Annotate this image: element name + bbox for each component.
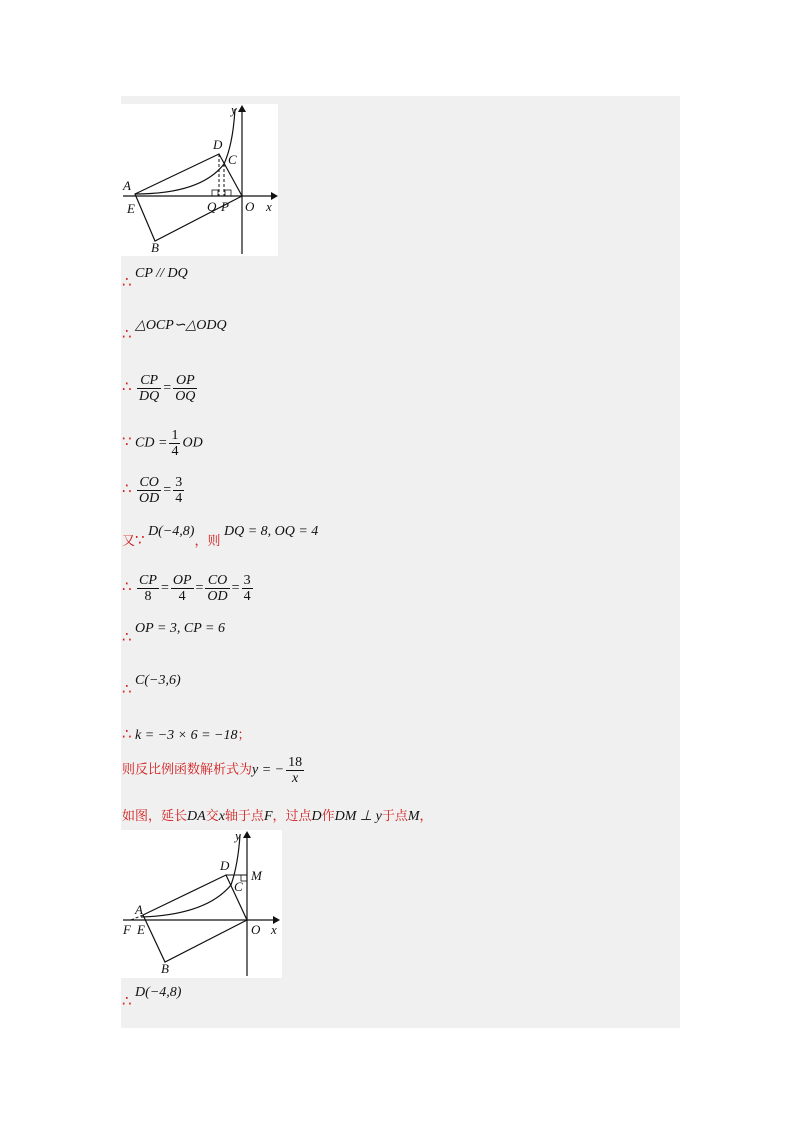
label-c: C [228, 152, 237, 167]
step-expression: CP // DQ [135, 266, 188, 281]
step-ratio-1 [122, 373, 199, 404]
label-p: P [221, 199, 229, 214]
label-c: C [234, 879, 243, 894]
label-q: Q [207, 199, 217, 214]
point-f: F [263, 809, 273, 824]
therefore-symbol: ∴ [122, 377, 132, 396]
numerator: 3 [243, 573, 251, 588]
therefore-symbol: ∴ [122, 628, 132, 646]
label-e: E [127, 201, 135, 216]
text-part: ， [419, 809, 433, 824]
fraction [173, 373, 197, 404]
therefore-symbol: ∴ [122, 992, 132, 1010]
therefore-symbol: ∴ [122, 680, 132, 698]
text-part: 轴于点 [224, 809, 264, 824]
denominator: x [292, 771, 299, 786]
step-prefix: 又 [122, 534, 136, 549]
label-f: F [123, 922, 131, 937]
step-connector: ，则 [194, 534, 221, 549]
denominator: 4 [171, 444, 179, 459]
equals: = [195, 580, 204, 596]
label-a: A [123, 178, 131, 193]
y-axis-arrow [243, 831, 251, 838]
x-axis-arrow [271, 192, 278, 200]
fraction [137, 373, 161, 404]
therefore-symbol: ∴ [122, 273, 132, 291]
fraction [137, 475, 161, 506]
numerator: CP [139, 573, 157, 588]
step-cp-parallel-dq [122, 266, 188, 292]
step-op-cp-values [122, 621, 225, 647]
fraction [173, 475, 184, 506]
numerator: 18 [288, 755, 303, 770]
because-symbol: ∵ [122, 432, 132, 451]
because-symbol: ∵ [135, 531, 145, 549]
numerator: OP [172, 573, 192, 588]
denominator: 4 [178, 589, 186, 604]
var-x: x [218, 809, 225, 824]
numerator: CO [137, 475, 161, 491]
text-part: 如图，延长 [122, 809, 188, 824]
denominator: DQ [139, 389, 160, 404]
label-x: x [266, 199, 272, 214]
fraction [169, 428, 180, 459]
denominator: 4 [243, 589, 251, 604]
step-expression: C(−3,6) [135, 673, 181, 688]
figure-2 [121, 830, 282, 978]
numerator: CO [205, 573, 229, 589]
therefore-symbol: ∴ [122, 577, 132, 596]
label-m: M [251, 868, 262, 883]
fraction [286, 755, 304, 786]
equals: = [160, 580, 169, 596]
label-a: A [135, 902, 143, 917]
step-text: 则反比例函数解析式为 [122, 762, 253, 778]
dm-perpendicular: DM ⊥ y [334, 809, 382, 824]
segment-da: DA [187, 809, 206, 824]
label-b: B [151, 240, 159, 255]
step-point-c [122, 673, 181, 699]
step-function-expression [122, 755, 306, 786]
denominator: 4 [175, 491, 183, 506]
numerator: CP [137, 373, 161, 389]
step-point-d-final [122, 985, 182, 1011]
step-point-d-given [122, 524, 319, 550]
label-y: y [235, 830, 241, 843]
denominator: OD [139, 491, 160, 506]
text-part: 交 [205, 809, 219, 824]
label-o: O [251, 922, 261, 937]
step-expression: △OCP∽△ODQ [135, 318, 227, 333]
step-cd-relation [122, 428, 203, 459]
right-angle-q [212, 190, 218, 196]
figure-2-diagram [121, 830, 282, 978]
text-part: 于点 [381, 809, 408, 824]
label-b: B [161, 961, 169, 976]
label-e: E [137, 922, 145, 937]
denominator: 8 [144, 589, 152, 604]
y-axis-arrow [238, 105, 246, 112]
figure-1 [121, 104, 278, 256]
therefore-symbol: ∴ [122, 725, 132, 743]
point-m: M [407, 809, 420, 824]
step-expression: DQ = 8, OQ = 4 [223, 524, 319, 539]
step-co-od-ratio [122, 475, 186, 506]
equals: = [163, 482, 172, 498]
denominator: OQ [175, 389, 196, 404]
numerator: 3 [175, 475, 183, 490]
text-part: ，过点 [272, 809, 312, 824]
numerator: OP [173, 373, 197, 389]
step-lhs: y = − [252, 762, 285, 778]
fraction [171, 573, 194, 604]
rectangle-abod [143, 875, 247, 962]
label-d: D [220, 858, 230, 873]
fraction [205, 573, 229, 604]
step-end-punct: ； [237, 728, 251, 743]
label-o: O [245, 199, 255, 214]
step-rhs: OD [182, 435, 203, 451]
therefore-symbol: ∴ [122, 479, 132, 498]
right-angle-p [225, 190, 231, 196]
figure-1-diagram [121, 104, 278, 256]
rectangle-abod [135, 154, 242, 241]
point-d: D(−4,8) [148, 524, 195, 539]
step-construction [122, 805, 433, 825]
label-y: y [231, 104, 237, 117]
step-expression: D(−4,8) [135, 985, 182, 1000]
step-ratio-chain [122, 573, 255, 604]
step-expression: OP = 3, CP = 6 [135, 621, 225, 636]
equals: = [231, 580, 240, 596]
step-k-value [122, 724, 251, 744]
step-similar-triangles [122, 318, 227, 344]
point-d: D [311, 809, 322, 824]
fraction [137, 573, 159, 604]
numerator: 1 [171, 428, 179, 443]
fraction [242, 573, 253, 604]
therefore-symbol: ∴ [122, 325, 132, 343]
text-part: 作 [321, 809, 335, 824]
label-d: D [213, 137, 223, 152]
label-x: x [271, 922, 277, 937]
step-expression: k = −3 × 6 = −18 [135, 728, 238, 743]
step-lhs: CD = [135, 435, 168, 451]
denominator: OD [207, 589, 228, 604]
equals: = [163, 380, 172, 396]
